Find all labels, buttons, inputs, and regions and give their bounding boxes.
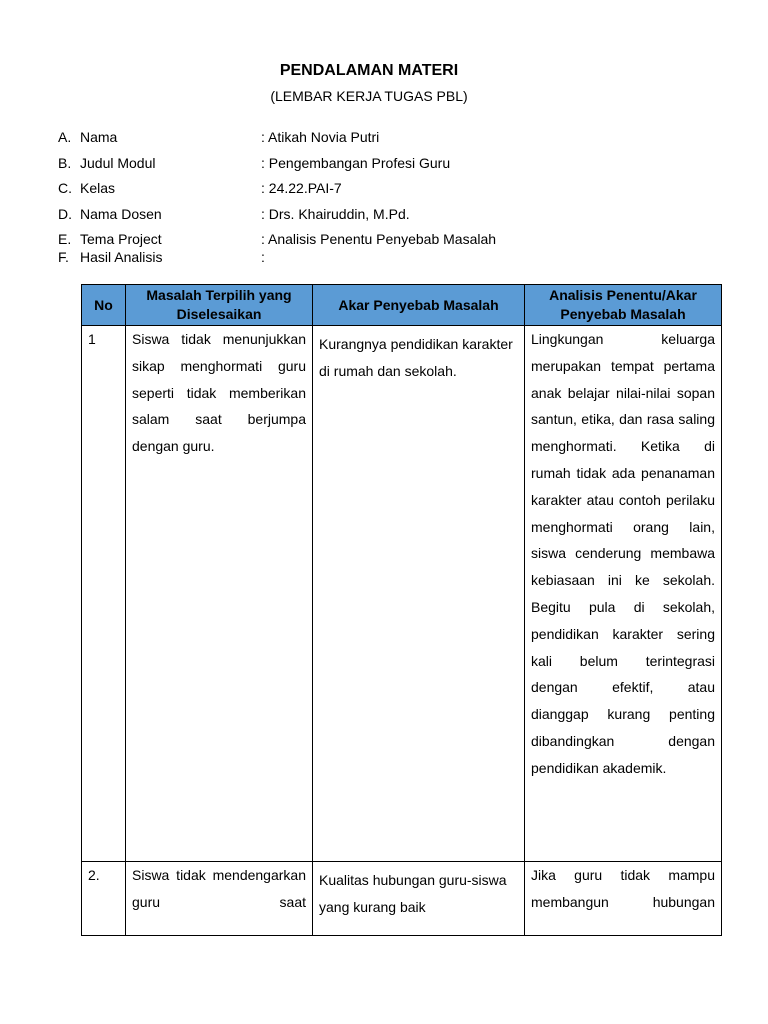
identity-label: Nama [80, 129, 118, 145]
identity-value: : Drs. Khairuddin, M.Pd. [261, 205, 410, 222]
header-analysis: Analisis Penentu/Akar Penyebab Masalah [525, 285, 722, 326]
identity-value: : Analisis Penentu Penyebab Masalah [261, 231, 497, 247]
identity-value: : Atikah Novia Putri [261, 129, 380, 145]
identity-label: Nama Dosen [80, 205, 162, 222]
identity-label: Tema Project [80, 231, 162, 247]
row-problem: Siswa tidak menunjukkan sikap menghormati guru seperti tidak memberikan salam saat berjumpa dengan guru. [126, 326, 313, 862]
identity-letter: B. [58, 154, 72, 171]
header-cause: Akar Penyebab Masalah [313, 285, 525, 326]
identity-letter: E. [58, 231, 72, 247]
header-no: No [82, 285, 126, 326]
identity-letter: D. [58, 205, 72, 222]
table-row [82, 862, 722, 936]
analysis-table [81, 284, 722, 936]
row-problem [126, 862, 313, 936]
row-number: 1 [82, 326, 126, 862]
identity-label: Hasil Analisis [80, 249, 163, 265]
identity-label: Judul Modul [80, 154, 156, 171]
row-number: 2. [82, 862, 126, 936]
identity-letter: C. [58, 180, 72, 196]
identity-value: : [261, 249, 265, 265]
document-subtitle: (LEMBAR KERJA TUGAS PBL) [270, 88, 468, 104]
identity-value: : Pengembangan Profesi Guru [261, 154, 451, 171]
identity-letter: F. [58, 249, 69, 265]
row-problem-text: Siswa tidak mendengarkan guru saat [132, 867, 306, 910]
row-cause: Kualitas hubungan guru-siswa yang kurang baik [313, 862, 525, 936]
identity-label: Kelas [80, 180, 116, 196]
row-analysis: Lingkungan keluarga merupakan tempat pertama anak belajar nilai-nilai sopan santun, etika, dan rasa saling menghormati. Ketika di rumah tidak ada penanaman karakter atau contoh perilaku menghormati orang lain, siswa cenderung membawa kebiasaan ini ke sekolah. Begitu pula di sekolah, pendidikan karakter sering kali belum terintegrasi dengan efektif, atau dianggap kurang penting dibandingkan dengan pendidikan akademik. [525, 326, 722, 862]
document-title: PENDALAMAN MATERI [279, 62, 459, 79]
header-problem: Masalah Terpilih yang Diselesaikan [126, 285, 313, 326]
table-header-row [82, 285, 722, 326]
identity-value: : 24.22.PAI-7 [261, 180, 342, 196]
row-analysis-text: Jika guru tidak mampu membangun hubungan [531, 867, 715, 910]
row-analysis [525, 862, 722, 936]
identity-letter: A. [58, 129, 72, 145]
table-row [82, 326, 722, 862]
row-cause: Kurangnya pendidikan karakter di rumah dan sekolah. [313, 326, 525, 862]
